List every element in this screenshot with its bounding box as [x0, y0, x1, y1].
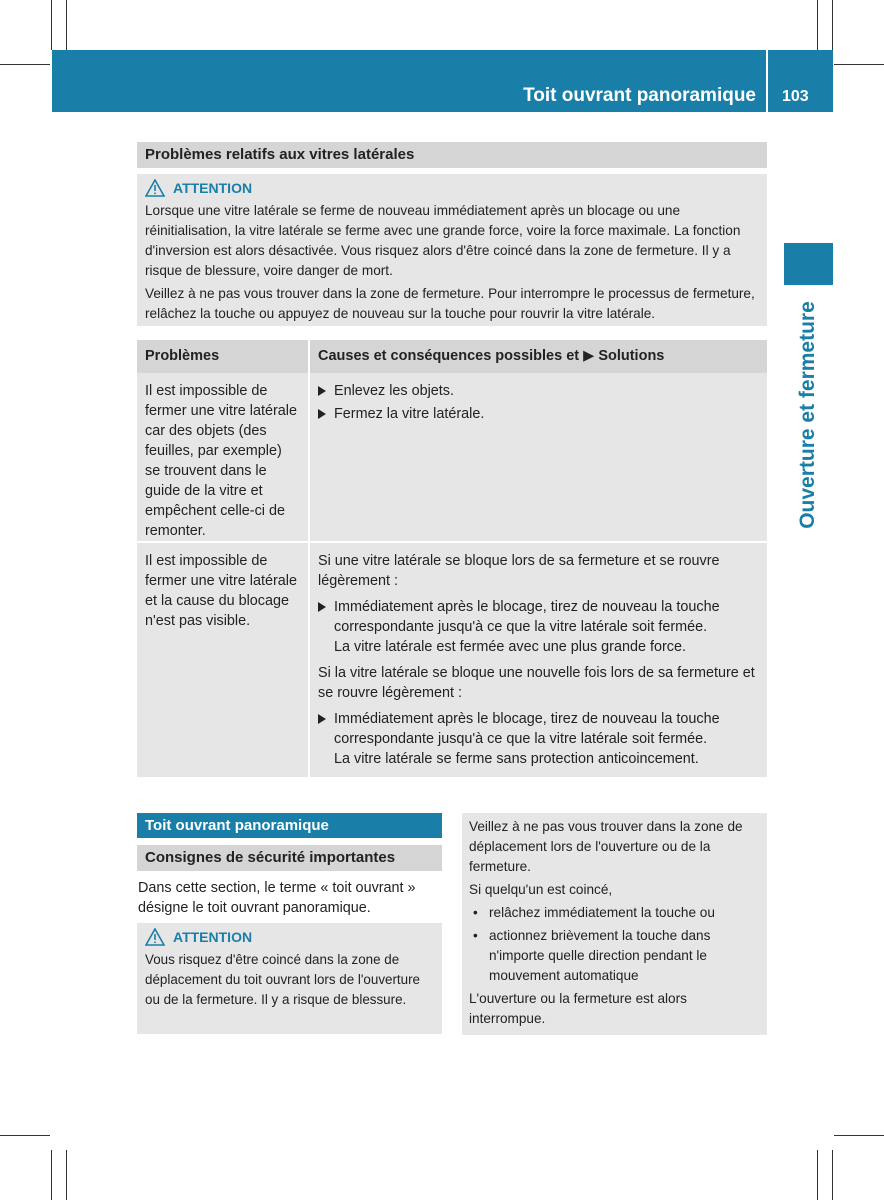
crop-mark [834, 64, 884, 65]
list-item [469, 903, 759, 923]
page-title: Toit ouvrant panoramique [523, 85, 756, 106]
solution-cell [310, 373, 767, 541]
solution-cell [310, 543, 767, 777]
bullet-icon: • [473, 928, 478, 943]
warning-title [145, 927, 434, 947]
crop-mark [832, 1150, 833, 1200]
solution-step [318, 597, 759, 637]
crop-mark [832, 0, 833, 50]
chapter-tab [784, 243, 833, 285]
warning-title-text: ATTENTION [173, 929, 253, 945]
step-text: Immédiatement après le blocage, tirez de nouveau la touche correspondante jusqu'à ce que la vitre latérale soit fermée. [334, 711, 720, 747]
crop-mark [51, 0, 52, 50]
arrow-icon [318, 386, 326, 396]
warning-title-text: ATTENTION [173, 180, 253, 196]
problem-cell [137, 543, 308, 777]
info-text: Veillez à ne pas vous trouver dans la zone de déplacement lors de l'ouverture ou de la fermeture. [469, 819, 743, 874]
page-number: 103 [782, 88, 809, 105]
result-text: La vitre latérale est fermée avec une plus grande force. [334, 639, 686, 655]
solution-step [318, 404, 759, 424]
section-heading: Toit ouvrant panoramique [137, 813, 442, 838]
info-text: L'ouverture ou la fermeture est alors interrompue. [469, 991, 687, 1026]
subsection-heading: Consignes de sécurité importantes [137, 845, 442, 871]
section-heading: Problèmes relatifs aux vitres latérales [137, 142, 767, 168]
step-text: Immédiatement après le blocage, tirez de nouveau la touche correspondante jusqu'à ce que la vitre latérale soit fermée. [334, 599, 720, 635]
warning-title [145, 178, 759, 198]
chapter-label: Ouverture et fermeture [796, 301, 819, 529]
info-box [462, 813, 767, 1035]
info-text: Si quelqu'un est coincé, [469, 882, 613, 897]
arrow-icon [318, 714, 326, 724]
result-text: La vitre latérale se ferme sans protection anticoincement. [334, 751, 699, 767]
crop-mark [66, 1150, 67, 1200]
condition-text: Si une vitre latérale se bloque lors de sa fermeture et se rouvre légèrement : [318, 553, 720, 589]
step-text: Enlevez les objets. [334, 383, 454, 399]
crop-mark [66, 0, 67, 50]
bullet-icon: • [473, 905, 478, 920]
problem-text: Il est impossible de fermer une vitre latérale car des objets (des feuilles, par exemple) se trouvent dans le guide de la vitre et empêchent celle-ci de remonter. [145, 383, 297, 539]
warning-triangle-icon [145, 179, 165, 197]
crop-mark [817, 0, 818, 50]
crop-mark [0, 64, 50, 65]
header-divider [766, 50, 768, 112]
solution-step [318, 709, 759, 749]
list-item-text: actionnez brièvement la touche dans n'importe quelle direction pendant le mouvement automatique [489, 928, 711, 983]
warning-triangle-icon [145, 928, 165, 946]
intro-text: Dans cette section, le terme « toit ouvrant » désigne le toit ouvrant panoramique. [138, 880, 416, 916]
arrow-icon [318, 602, 326, 612]
list-item-text: relâchez immédiatement la touche ou [489, 905, 715, 920]
warning-text: Veillez à ne pas vous trouver dans la zone de fermeture. Pour interrompre le processus de fermeture, relâchez la touche ou appuyez de nouveau sur la touche pour rouvrir la vitre latérale. [145, 286, 755, 321]
problem-cell [137, 373, 308, 541]
crop-mark [51, 1150, 52, 1200]
step-text: Fermez la vitre latérale. [334, 406, 485, 422]
list-item [469, 926, 759, 986]
crop-mark [817, 1150, 818, 1200]
arrow-icon [318, 409, 326, 419]
column-header: Problèmes [137, 340, 308, 373]
column-header: Causes et conséquences possibles et ▶ Solutions [310, 340, 767, 373]
crop-mark [0, 1135, 50, 1136]
warning-box [137, 174, 767, 326]
solution-step [318, 381, 759, 401]
crop-mark [834, 1135, 884, 1136]
problem-text: Il est impossible de fermer une vitre latérale et la cause du blocage n'est pas visible. [145, 553, 297, 629]
condition-text: Si la vitre latérale se bloque une nouvelle fois lors de sa fermeture et se rouvre légèrement : [318, 665, 755, 701]
warning-box [137, 923, 442, 1034]
warning-text: Lorsque une vitre latérale se ferme de nouveau immédiatement après un blocage ou une réinitialisation, la vitre latérale se ferme avec une grande force, voire la force maximale. La fonction d'inversion est alors désactivée. Vous risquez alors d'être coincé dans la zone de fermeture. Il y a risque de blessure, voire danger de mort. [145, 203, 741, 278]
warning-text: Vous risquez d'être coincé dans la zone de déplacement du toit ouvrant lors de l'ouverture ou de la fermeture. Il y a risque de blessure. [145, 952, 420, 1007]
